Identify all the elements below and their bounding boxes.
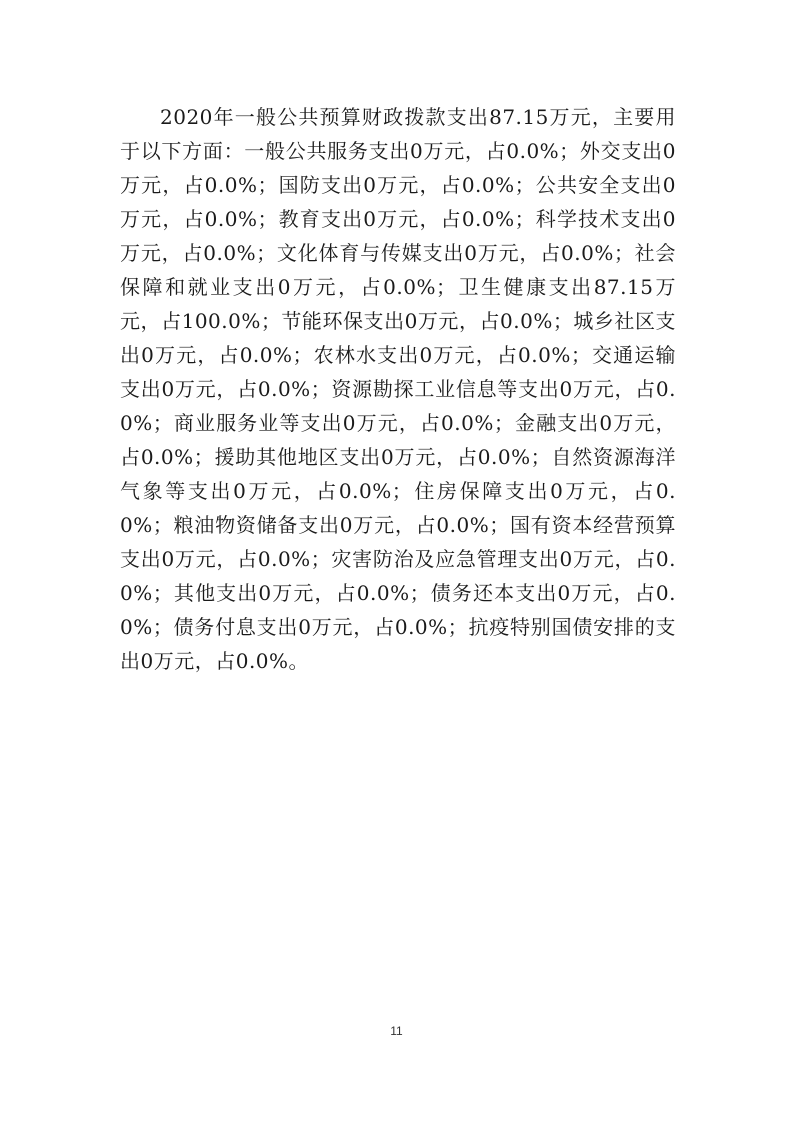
page-number: 11: [390, 1024, 403, 1038]
body-paragraph: 2020年一般公共预算财政拨款支出87.15万元，主要用于以下方面：一般公共服务支出0万元，占0.0%；外交支出0万元，占0.0%；国防支出0万元，占0.0%；公共安全支出0万元，占0.0%；教育支出0万元，占0.0%；科学技术支出0万元，占0.0%；文化体育与传媒支出0万元，占0.0%；社会保障和就业支出0万元，占0.0%；卫生健康支出87.15万元，占100.0%；节能环保支出0万元，占0.0%；城乡社区支出0万元，占0.0%；农林水支出0万元，占0.0%；交通运输支出0万元，占0.0%；资源勘探工业信息等支出0万元，占0.0%；商业服务业等支出0万元，占0.0%；金融支出0万元，占0.0%；援助其他地区支出0万元，占0.0%；自然资源海洋气象等支出0万元，占0.0%；住房保障支出0万元，占0.0%；粮油物资储备支出0万元，占0.0%；国有资本经营预算支出0万元，占0.0%；灾害防治及应急管理支出0万元，占0.0%；其他支出0万元，占0.0%；债务还本支出0万元，占0.0%；债务付息支出0万元，占0.0%；抗疫特别国债安排的支出0万元，占0.0%。: [120, 105, 676, 673]
